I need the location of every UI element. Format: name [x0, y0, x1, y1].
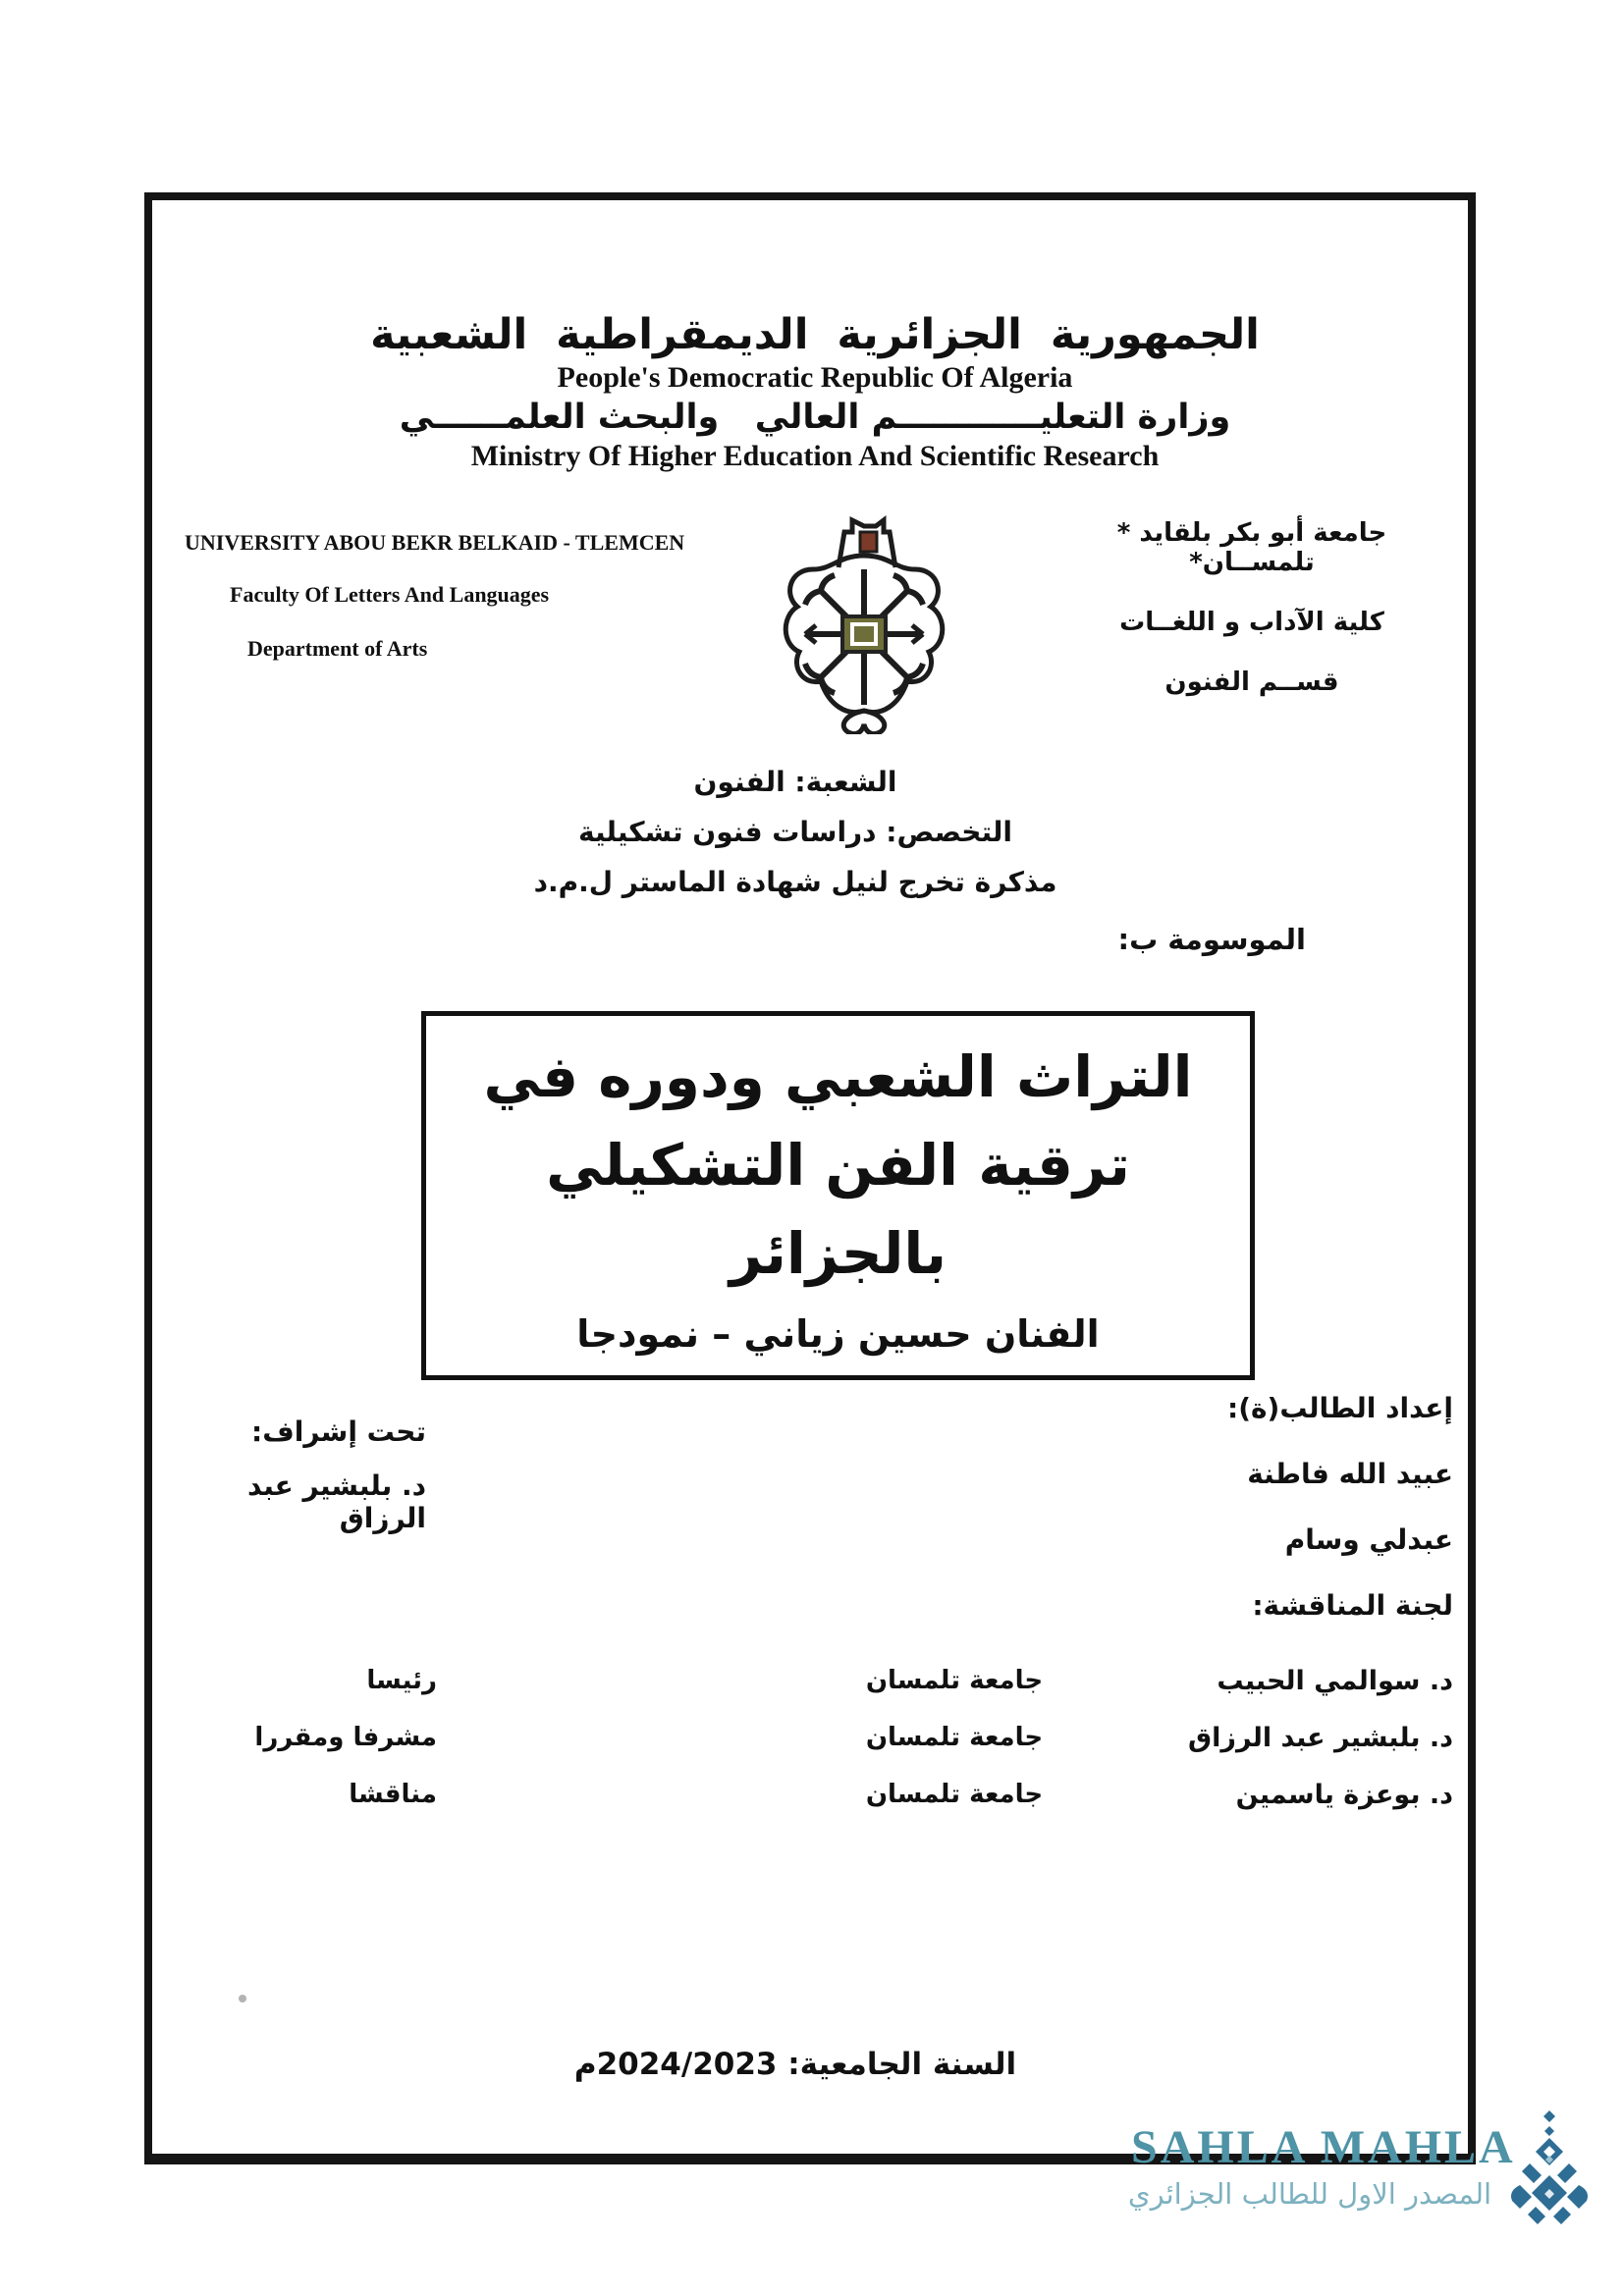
titled-label: الموسومة ب: — [1117, 923, 1306, 956]
branch-line: الشعبة: الفنون — [693, 766, 897, 798]
university-emblem-icon — [779, 510, 949, 734]
author-name: عبيد الله فاطنة — [1247, 1458, 1453, 1490]
authors-block — [1041, 1392, 1453, 1655]
watermark-tagline: المصدر الاول للطالب الجزائري — [1127, 2177, 1492, 2211]
university-block-arabic — [1056, 518, 1448, 727]
supervision-label: تحت إشراف: — [251, 1415, 426, 1448]
thesis-subtitle: الفنان حسين زياني – نمودجا — [576, 1311, 1100, 1356]
program-block — [373, 766, 1218, 916]
committee-member-name: د. سوالمي الحبيب — [1217, 1666, 1453, 1696]
ministry-title-english: Ministry Of Higher Education And Scientific Research — [470, 439, 1160, 472]
academic-year: السنة الجامعية: 2024/2023م — [573, 2047, 1017, 2082]
republic-title-english: People's Democratic Republic Of Algeria — [557, 360, 1073, 394]
memo-type-line: مذكرة تخرج لنيل شهادة الماستر ل.م.د — [533, 866, 1057, 898]
republic-title-arabic: الجمهورية الجزائرية الديمقراطية الشعبية — [370, 310, 1260, 359]
watermark-brand-text: SAHLA MAHLA — [1131, 2121, 1516, 2173]
university-name-english: UNIVERSITY ABOU BEKR BELKAID - TLEMCEN — [185, 530, 685, 555]
thesis-title-line2: ترقية الفن التشكيلي بالجزائر — [546, 1131, 1130, 1287]
scan-speck — [239, 1995, 246, 2002]
university-name-arabic: جامعة أبو بكر بلقايد * تلمســان* — [1116, 518, 1387, 577]
committee-member-university: جامعة تلمسان — [865, 1780, 1044, 1809]
faculty-name-english: Faculty Of Letters And Languages — [230, 582, 550, 607]
supervisor-name: د. بلبشير عبد الرزاق — [247, 1469, 426, 1534]
committee-member-name: د. بلبشير عبد الرزاق — [1188, 1723, 1453, 1753]
university-block-english — [185, 530, 793, 662]
thesis-title-line1: التراث الشعبي ودوره في — [483, 1043, 1193, 1110]
committee-member-university: جامعة تلمسان — [865, 1666, 1044, 1695]
thesis-title-box — [421, 1011, 1255, 1380]
committee-member-name: د. بوعزة ياسمين — [1235, 1780, 1453, 1810]
department-name-arabic: قســم الفنون — [1164, 667, 1339, 697]
authors-label: إعداد الطالب(ة): — [1227, 1392, 1453, 1424]
committee-label: لجنة المناقشة: — [1252, 1589, 1453, 1622]
committee-member-role: رئيسا — [366, 1666, 437, 1695]
ministry-title-arabic: وزارة التعليــــــــــــم العالي والبحث العلمــــــي — [399, 397, 1231, 437]
author-name: عبدلي وسام — [1284, 1523, 1453, 1556]
committee-member-role: مشرفا ومقررا — [254, 1723, 437, 1752]
header-block — [167, 310, 1463, 473]
watermark-kufic-logo-icon — [1500, 2110, 1598, 2228]
specialty-line: التخصص: دراسات فنون تشكيلية — [578, 816, 1012, 848]
committee-member-role: مناقشا — [349, 1780, 437, 1809]
faculty-name-arabic: كلية الآداب و اللغــات — [1119, 608, 1384, 637]
committee-member-university: جامعة تلمسان — [865, 1723, 1044, 1752]
department-name-english: Department of Arts — [247, 636, 428, 661]
supervision-block — [175, 1415, 426, 1556]
